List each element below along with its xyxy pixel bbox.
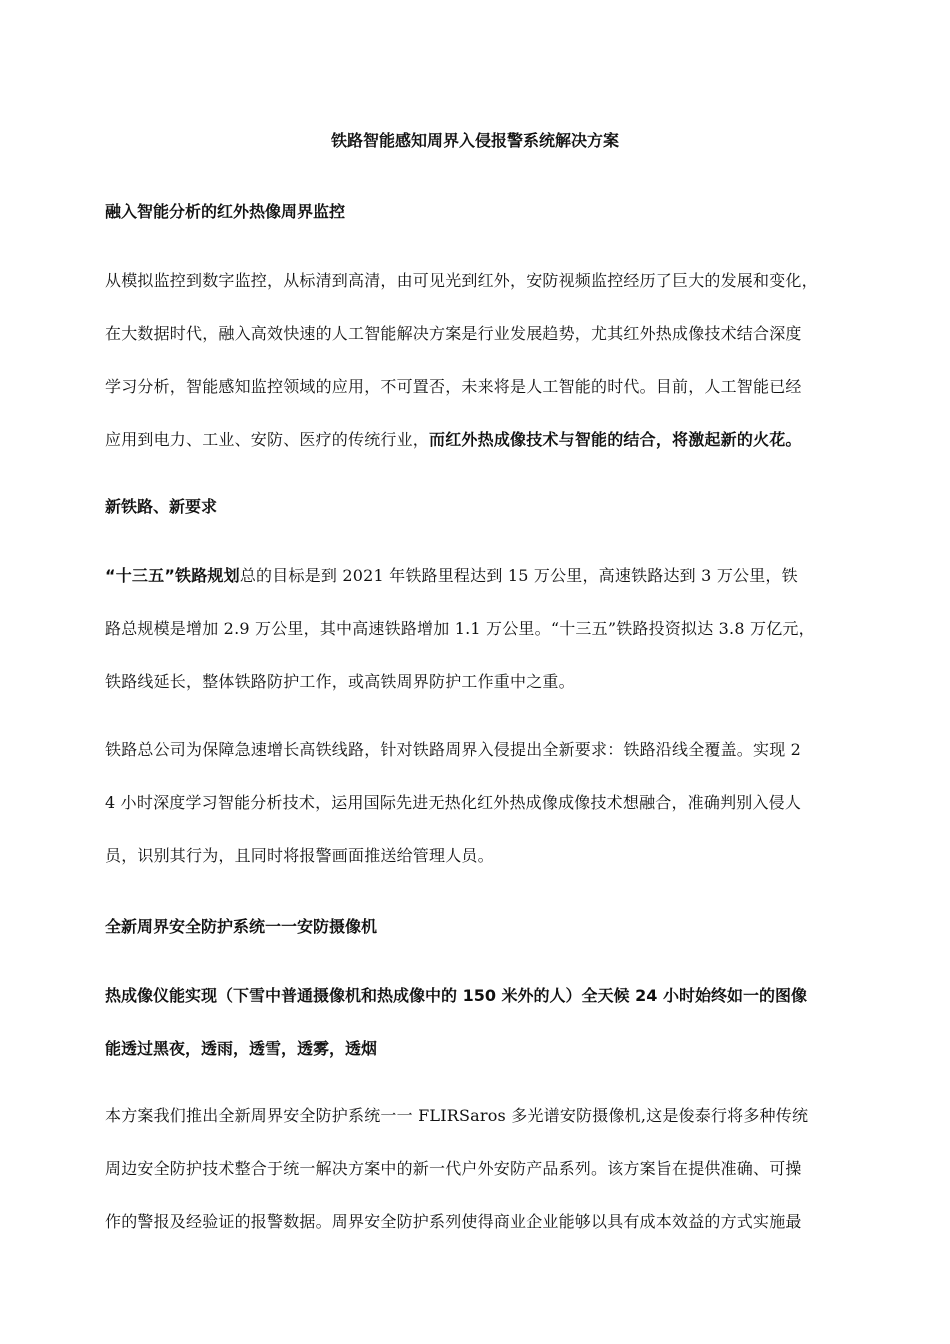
paragraph-line: 员，识别其行为，且同时将报警画面推送给管理人员。 [105,846,494,865]
paragraph-line: 从模拟监控到数字监控，从标清到高清，由可见光到红外，安防视频监控经历了巨大的发展和变化， [105,271,818,290]
paragraph-line [105,563,798,586]
paragraph-emphasis: “十三五”铁路规划 [105,566,240,585]
paragraph-line [105,427,802,450]
paragraph-line: 路总规模是增加 2.9 万公里，其中高速铁路增加 1.1 万公里。“十三五”铁路投资拟达 3.8 万亿元， [105,619,815,638]
section-heading-perimeter-system: 全新周界安全防护系统一一安防摄像机 [105,917,378,936]
paragraph-line: 周边安全防护技术整合于统一解决方案中的新一代户外安防产品系列。该方案旨在提供准确、可操 [105,1159,802,1178]
paragraph-text: 应用到电力、工业、安防、医疗的传统行业， [105,430,430,449]
paragraph-line: 学习分析，智能感知监控领域的应用，不可置否，未来将是人工智能的时代。目前，人工智能已经 [105,377,802,396]
paragraph-line: 在大数据时代，融入高效快速的人工智能解决方案是行业发展趋势，尤其红外热成像技术结合深度 [105,324,802,343]
section-heading-new-railway: 新铁路、新要求 [105,497,218,516]
subheading-thermal-line: 能透过黑夜，透雨，透雪，透雾，透烟 [105,1039,378,1058]
section-heading-thermal-monitoring: 融入智能分析的红外热像周界监控 [105,202,346,221]
paragraph-line: 铁路线延长，整体铁路防护工作，或高铁周界防护工作重中之重。 [105,672,575,691]
paragraph-line: 铁路总公司为保障急速增长高铁线路，针对铁路周界入侵提出全新要求：铁路沿线全覆盖。实现 2 [105,740,802,759]
paragraph-text: 总的目标是到 2021 年铁路里程达到 15 万公里，高速铁路达到 3 万公里，铁 [239,566,798,585]
paragraph-line: 作的警报及经验证的报警数据。周界安全防护系列使得商业企业能够以具有成本效益的方式实施最 [105,1212,802,1231]
document-title: 铁路智能感知周界入侵报警系统解决方案 [330,131,619,150]
subheading-thermal-line: 热成像仪能实现（下雪中普通摄像机和热成像中的 150 米外的人）全天候 24 小时始终如一的图像 [105,986,807,1005]
paragraph-line: 4 小时深度学习智能分析技术，运用国际先进无热化红外热成像成像技术想融合，准确判别入侵人 [105,793,802,812]
paragraph-emphasis: 而红外热成像技术与智能的结合，将激起新的火花。 [429,430,802,449]
paragraph-line: 本方案我们推出全新周界安全防护系统一一 FLIRSaros 多光谱安防摄像机,这是俊泰行将多种传统 [105,1106,809,1125]
